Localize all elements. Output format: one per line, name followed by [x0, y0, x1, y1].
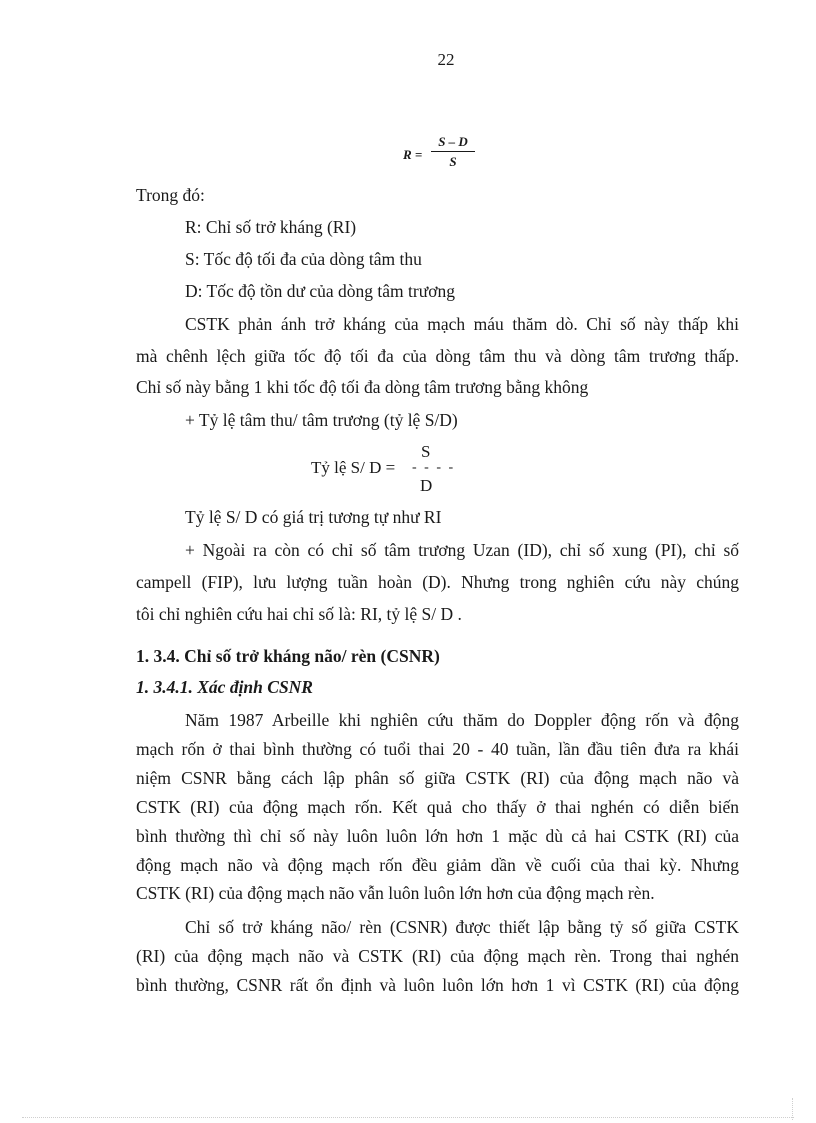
para-other-line: campell (FIP), lưu lượng tuần hoàn (D). Nhưng trong nghiên cứu này chúng [136, 572, 739, 592]
where-label: Trong đó: [136, 185, 205, 205]
para-definition-line: Chỉ số trở kháng não/ rèn (CSNR) được thiết lập bằng tỷ số giữa CSTK [185, 917, 739, 937]
ri-numerator: S – D [438, 134, 468, 149]
sd-similar: Tỷ lệ S/ D có giá trị tương tự như RI [185, 507, 442, 527]
para-other-line: tôi chỉ nghiên cứu hai chỉ số là: RI, tỷ lệ S/ D . [136, 604, 462, 624]
para-history-line: CSTK (RI) của động mạch não vẫn luôn luôn lớn hơn của động mạch rèn. [136, 883, 655, 903]
page-corner-mark [792, 1098, 793, 1120]
page-number: 22 [437, 50, 455, 69]
para-history-line: Năm 1987 Arbeille khi nghiên cứu thăm do Doppler động rốn và động [185, 710, 739, 730]
page-bottom-border [22, 1117, 794, 1118]
para-definition-line: (RI) của động mạch não và CSTK (RI) của động mạch rèn. Trong thai nghén [136, 946, 739, 966]
para-history-line: CSTK (RI) của động mạch rốn. Kết quả cho thấy ở thai nghén có diễn biến [136, 797, 739, 817]
sd-fraction-bar: - - - - [412, 460, 456, 475]
para-history-line: mạch rốn ở thai bình thường có tuổi thai 20 - 40 tuần, lần đầu tiên đưa ra khái [136, 739, 739, 759]
para-definition-line: bình thường, CSNR rất ổn định và luôn luôn lớn hơn 1 vì CSTK (RI) của động [136, 975, 739, 995]
para-other-line: + Ngoài ra còn có chỉ số tâm trương Uzan (ID), chỉ số xung (PI), chỉ số [185, 540, 739, 560]
para-history-line: bình thường thì chỉ số này luôn luôn lớn hơn 1 mặc dù cả hai CSTK (RI) của [136, 826, 739, 846]
ri-formula-lhs: R = [403, 147, 423, 162]
definition-s: S: Tốc độ tối đa của dòng tâm thu [185, 249, 422, 269]
para-cstk-line: Chỉ số này bằng 1 khi tốc độ tối đa dòng tâm trương bằng không [136, 377, 589, 397]
subsection-heading: 1. 3.4.1. Xác định CSNR [136, 677, 313, 697]
para-cstk-line: CSTK phản ánh trở kháng của mạch máu thăm dò. Chỉ số này thấp khi [185, 314, 739, 334]
sd-intro: + Tỷ lệ tâm thu/ tâm trương (tỷ lệ S/D) [185, 410, 458, 430]
sd-formula-lhs: Tỷ lệ S/ D = [311, 458, 396, 477]
sd-numerator: S [421, 442, 431, 461]
fraction-bar [431, 151, 475, 152]
sd-denominator: D [420, 476, 433, 495]
para-history-line: niệm CSNR bằng cách lập phân số giữa CSTK (RI) của động mạch não và [136, 768, 739, 788]
para-history-line: động mạch não và động mạch rốn đều giảm dần về cuối của thai kỳ. Nhưng [136, 855, 739, 875]
section-heading: 1. 3.4. Chỉ số trở kháng não/ rèn (CSNR) [136, 646, 440, 666]
definition-d: D: Tốc độ tồn dư của dòng tâm trương [185, 281, 455, 301]
definition-r: R: Chỉ số trở kháng (RI) [185, 217, 357, 237]
ri-denominator: S [449, 154, 457, 169]
ri-fraction [431, 134, 475, 170]
para-cstk-line: mà chênh lệch giữa tốc độ tối đa của dòng tâm thu và dòng tâm trương thấp. [136, 346, 739, 366]
